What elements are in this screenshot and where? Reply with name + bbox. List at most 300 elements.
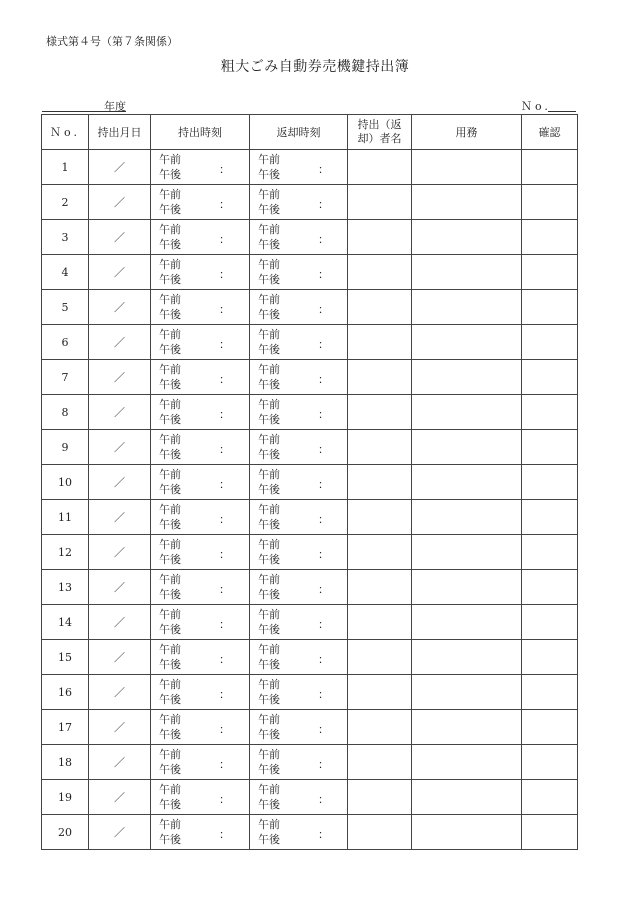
time-separator: ： (318, 268, 329, 281)
date-cell[interactable] (89, 605, 151, 640)
row-number: 1 (42, 150, 89, 185)
purpose-cell[interactable] (412, 675, 522, 710)
out-time-cell[interactable] (151, 360, 250, 395)
date-cell[interactable] (89, 395, 151, 430)
am-label: 午前 (258, 783, 280, 796)
confirm-cell[interactable] (522, 745, 578, 780)
return-time-cell[interactable] (250, 745, 348, 780)
am-label: 午前 (159, 258, 181, 271)
date-separator: ／ (114, 511, 125, 524)
col-header-person-name-line2: 却）者名 (357, 132, 402, 145)
pm-label: 午後 (159, 168, 181, 181)
return-time-cell[interactable] (250, 430, 348, 465)
person-name-cell[interactable] (348, 780, 412, 815)
table-row (42, 745, 578, 780)
purpose-cell[interactable] (412, 605, 522, 640)
time-separator: ： (318, 583, 329, 596)
row-number: 6 (42, 325, 89, 360)
col-header-person-name (348, 115, 412, 150)
row-number: 2 (42, 185, 89, 220)
pm-label: 午後 (258, 518, 280, 531)
return-time-cell[interactable] (250, 815, 348, 850)
row-number: 16 (42, 675, 89, 710)
am-label: 午前 (159, 363, 181, 376)
pm-label: 午後 (159, 378, 181, 391)
date-separator: ／ (114, 616, 125, 629)
purpose-cell[interactable] (412, 185, 522, 220)
table-row (42, 290, 578, 325)
confirm-cell[interactable] (522, 640, 578, 675)
am-label: 午前 (159, 608, 181, 621)
return-time-cell[interactable] (250, 360, 348, 395)
table-row (42, 780, 578, 815)
number-blank-line (548, 98, 576, 112)
time-separator: ： (318, 793, 329, 806)
pm-label: 午後 (258, 623, 280, 636)
date-separator: ／ (114, 756, 125, 769)
date-cell[interactable] (89, 570, 151, 605)
out-time-cell[interactable] (151, 710, 250, 745)
date-cell[interactable] (89, 710, 151, 745)
date-cell[interactable] (89, 360, 151, 395)
out-time-cell[interactable] (151, 325, 250, 360)
table-row (42, 255, 578, 290)
purpose-cell[interactable] (412, 710, 522, 745)
am-label: 午前 (159, 713, 181, 726)
person-name-cell[interactable] (348, 430, 412, 465)
date-separator: ／ (114, 371, 125, 384)
confirm-cell[interactable] (522, 325, 578, 360)
confirm-cell[interactable] (522, 605, 578, 640)
col-header-purpose: 用務 (412, 115, 522, 150)
document-title: 粗大ごみ自動券売機鍵持出簿 (220, 59, 410, 75)
confirm-cell[interactable] (522, 500, 578, 535)
date-separator: ／ (114, 161, 125, 174)
pm-label: 午後 (258, 833, 280, 846)
return-time-cell[interactable] (250, 255, 348, 290)
am-label: 午前 (159, 748, 181, 761)
am-label: 午前 (258, 328, 280, 341)
confirm-cell[interactable] (522, 290, 578, 325)
pm-label: 午後 (258, 658, 280, 671)
am-label: 午前 (258, 398, 280, 411)
pm-label: 午後 (159, 518, 181, 531)
out-time-cell[interactable] (151, 500, 250, 535)
table-row (42, 220, 578, 255)
purpose-cell[interactable] (412, 325, 522, 360)
confirm-cell[interactable] (522, 710, 578, 745)
col-header-no: Ｎo. (42, 115, 89, 150)
pm-label: 午後 (159, 308, 181, 321)
pm-label: 午後 (258, 378, 280, 391)
date-cell[interactable] (89, 675, 151, 710)
year-label: 年度 (104, 100, 126, 113)
purpose-cell[interactable] (412, 815, 522, 850)
purpose-cell[interactable] (412, 745, 522, 780)
time-separator: ： (219, 373, 230, 386)
row-number: 15 (42, 640, 89, 675)
date-separator: ／ (114, 651, 125, 664)
out-time-cell[interactable] (151, 780, 250, 815)
person-name-cell[interactable] (348, 675, 412, 710)
return-time-cell[interactable] (250, 780, 348, 815)
person-name-cell[interactable] (348, 465, 412, 500)
am-label: 午前 (159, 573, 181, 586)
am-label: 午前 (159, 643, 181, 656)
out-time-cell[interactable] (151, 815, 250, 850)
pm-label: 午後 (159, 658, 181, 671)
time-separator: ： (318, 338, 329, 351)
person-name-cell[interactable] (348, 150, 412, 185)
date-cell[interactable] (89, 535, 151, 570)
time-separator: ： (219, 268, 230, 281)
row-number: 12 (42, 535, 89, 570)
date-cell[interactable] (89, 220, 151, 255)
return-time-cell[interactable] (250, 395, 348, 430)
out-time-cell[interactable] (151, 535, 250, 570)
confirm-cell[interactable] (522, 535, 578, 570)
table-row (42, 465, 578, 500)
date-separator: ／ (114, 301, 125, 314)
table-row (42, 570, 578, 605)
return-time-cell[interactable] (250, 570, 348, 605)
am-label: 午前 (258, 748, 280, 761)
out-time-cell[interactable] (151, 675, 250, 710)
date-cell[interactable] (89, 185, 151, 220)
pm-label: 午後 (258, 588, 280, 601)
pm-label: 午後 (159, 798, 181, 811)
am-label: 午前 (159, 678, 181, 691)
out-time-cell[interactable] (151, 640, 250, 675)
pm-label: 午後 (159, 273, 181, 286)
table-row (42, 395, 578, 430)
pm-label: 午後 (159, 448, 181, 461)
row-number: 13 (42, 570, 89, 605)
col-header-confirm: 確認 (522, 115, 578, 150)
confirm-cell[interactable] (522, 185, 578, 220)
purpose-cell[interactable] (412, 780, 522, 815)
pm-label: 午後 (258, 308, 280, 321)
confirm-cell[interactable] (522, 220, 578, 255)
confirm-cell[interactable] (522, 430, 578, 465)
person-name-cell[interactable] (348, 290, 412, 325)
time-separator: ： (219, 793, 230, 806)
pm-label: 午後 (258, 798, 280, 811)
time-separator: ： (318, 303, 329, 316)
out-time-cell[interactable] (151, 605, 250, 640)
am-label: 午前 (258, 713, 280, 726)
out-time-cell[interactable] (151, 745, 250, 780)
person-name-cell[interactable] (348, 185, 412, 220)
return-time-cell[interactable] (250, 150, 348, 185)
pm-label: 午後 (159, 483, 181, 496)
pm-label: 午後 (258, 483, 280, 496)
confirm-cell[interactable] (522, 815, 578, 850)
row-number: 4 (42, 255, 89, 290)
date-cell[interactable] (89, 150, 151, 185)
out-time-cell[interactable] (151, 395, 250, 430)
pm-label: 午後 (159, 833, 181, 846)
row-number: 3 (42, 220, 89, 255)
am-label: 午前 (258, 608, 280, 621)
return-time-cell[interactable] (250, 535, 348, 570)
date-cell[interactable] (89, 815, 151, 850)
table-row (42, 815, 578, 850)
date-separator: ／ (114, 476, 125, 489)
time-separator: ： (219, 303, 230, 316)
confirm-cell[interactable] (522, 570, 578, 605)
time-separator: ： (219, 758, 230, 771)
time-separator: ： (318, 443, 329, 456)
time-separator: ： (318, 233, 329, 246)
am-label: 午前 (258, 363, 280, 376)
am-label: 午前 (159, 188, 181, 201)
table-row (42, 185, 578, 220)
purpose-cell[interactable] (412, 465, 522, 500)
pm-label: 午後 (159, 763, 181, 776)
row-number: 8 (42, 395, 89, 430)
am-label: 午前 (159, 293, 181, 306)
pm-label: 午後 (159, 553, 181, 566)
pm-label: 午後 (159, 588, 181, 601)
row-number: 9 (42, 430, 89, 465)
confirm-cell[interactable] (522, 255, 578, 290)
purpose-cell[interactable] (412, 570, 522, 605)
person-name-cell[interactable] (348, 360, 412, 395)
table-row (42, 710, 578, 745)
pm-label: 午後 (159, 203, 181, 216)
pm-label: 午後 (159, 728, 181, 741)
header-row (42, 115, 578, 150)
date-separator: ／ (114, 546, 125, 559)
out-time-cell[interactable] (151, 465, 250, 500)
table-row (42, 325, 578, 360)
time-separator: ： (318, 513, 329, 526)
am-label: 午前 (258, 818, 280, 831)
purpose-cell[interactable] (412, 255, 522, 290)
time-separator: ： (318, 373, 329, 386)
time-separator: ： (219, 548, 230, 561)
am-label: 午前 (159, 818, 181, 831)
date-cell[interactable] (89, 780, 151, 815)
purpose-cell[interactable] (412, 395, 522, 430)
date-cell[interactable] (89, 290, 151, 325)
pm-label: 午後 (258, 238, 280, 251)
out-time-cell[interactable] (151, 185, 250, 220)
purpose-cell[interactable] (412, 360, 522, 395)
person-name-cell[interactable] (348, 395, 412, 430)
time-separator: ： (318, 618, 329, 631)
am-label: 午前 (258, 468, 280, 481)
table-row (42, 150, 578, 185)
return-time-cell[interactable] (250, 500, 348, 535)
date-cell[interactable] (89, 745, 151, 780)
confirm-cell[interactable] (522, 150, 578, 185)
pm-label: 午後 (159, 238, 181, 251)
person-name-cell[interactable] (348, 500, 412, 535)
out-time-cell[interactable] (151, 150, 250, 185)
date-separator: ／ (114, 231, 125, 244)
time-separator: ： (219, 583, 230, 596)
date-separator: ／ (114, 336, 125, 349)
row-number: 5 (42, 290, 89, 325)
row-number: 7 (42, 360, 89, 395)
out-time-cell[interactable] (151, 255, 250, 290)
out-time-cell[interactable] (151, 290, 250, 325)
date-separator: ／ (114, 686, 125, 699)
date-cell[interactable] (89, 325, 151, 360)
time-separator: ： (318, 548, 329, 561)
am-label: 午前 (159, 503, 181, 516)
am-label: 午前 (258, 678, 280, 691)
date-cell[interactable] (89, 465, 151, 500)
pm-label: 午後 (258, 553, 280, 566)
col-header-person-name-line1: 持出（返 (357, 118, 402, 131)
date-cell[interactable] (89, 640, 151, 675)
pm-label: 午後 (159, 693, 181, 706)
confirm-cell[interactable] (522, 360, 578, 395)
time-separator: ： (318, 163, 329, 176)
person-name-cell[interactable] (348, 605, 412, 640)
date-separator: ／ (114, 441, 125, 454)
return-time-cell[interactable] (250, 185, 348, 220)
pm-label: 午後 (258, 168, 280, 181)
person-name-cell[interactable] (348, 535, 412, 570)
pm-label: 午後 (258, 763, 280, 776)
pm-label: 午後 (159, 413, 181, 426)
row-number: 11 (42, 500, 89, 535)
am-label: 午前 (258, 538, 280, 551)
purpose-cell[interactable] (412, 290, 522, 325)
return-time-cell[interactable] (250, 465, 348, 500)
col-header-return-time: 返却時刻 (250, 115, 348, 150)
return-time-cell[interactable] (250, 675, 348, 710)
date-separator: ／ (114, 791, 125, 804)
time-separator: ： (318, 198, 329, 211)
time-separator: ： (219, 688, 230, 701)
person-name-cell[interactable] (348, 325, 412, 360)
pm-label: 午後 (258, 273, 280, 286)
pm-label: 午後 (258, 343, 280, 356)
confirm-cell[interactable] (522, 395, 578, 430)
person-name-cell[interactable] (348, 745, 412, 780)
am-label: 午前 (159, 433, 181, 446)
date-separator: ／ (114, 266, 125, 279)
time-separator: ： (219, 478, 230, 491)
return-time-cell[interactable] (250, 220, 348, 255)
date-cell[interactable] (89, 500, 151, 535)
time-separator: ： (219, 338, 230, 351)
return-time-cell[interactable] (250, 605, 348, 640)
am-label: 午前 (258, 223, 280, 236)
key-checkout-ledger-table (41, 114, 578, 850)
time-separator: ： (219, 828, 230, 841)
date-separator: ／ (114, 721, 125, 734)
pm-label: 午後 (159, 623, 181, 636)
row-number: 14 (42, 605, 89, 640)
purpose-cell[interactable] (412, 430, 522, 465)
am-label: 午前 (159, 783, 181, 796)
return-time-cell[interactable] (250, 710, 348, 745)
am-label: 午前 (258, 433, 280, 446)
time-separator: ： (318, 688, 329, 701)
confirm-cell[interactable] (522, 465, 578, 500)
time-separator: ： (219, 653, 230, 666)
row-number: 17 (42, 710, 89, 745)
col-header-date: 持出月日 (89, 115, 151, 150)
date-cell[interactable] (89, 430, 151, 465)
return-time-cell[interactable] (250, 640, 348, 675)
person-name-cell[interactable] (348, 255, 412, 290)
pm-label: 午後 (258, 448, 280, 461)
time-separator: ： (219, 618, 230, 631)
am-label: 午前 (258, 258, 280, 271)
out-time-cell[interactable] (151, 570, 250, 605)
time-separator: ： (318, 408, 329, 421)
date-cell[interactable] (89, 255, 151, 290)
time-separator: ： (219, 443, 230, 456)
purpose-cell[interactable] (412, 150, 522, 185)
time-separator: ： (219, 233, 230, 246)
row-number: 18 (42, 745, 89, 780)
pm-label: 午後 (159, 343, 181, 356)
person-name-cell[interactable] (348, 220, 412, 255)
date-separator: ／ (114, 196, 125, 209)
am-label: 午前 (159, 153, 181, 166)
return-time-cell[interactable] (250, 325, 348, 360)
time-separator: ： (318, 758, 329, 771)
purpose-cell[interactable] (412, 500, 522, 535)
date-separator: ／ (114, 826, 125, 839)
out-time-cell[interactable] (151, 430, 250, 465)
person-name-cell[interactable] (348, 640, 412, 675)
return-time-cell[interactable] (250, 290, 348, 325)
confirm-cell[interactable] (522, 675, 578, 710)
time-separator: ： (318, 828, 329, 841)
table-row (42, 640, 578, 675)
purpose-cell[interactable] (412, 640, 522, 675)
am-label: 午前 (159, 398, 181, 411)
purpose-cell[interactable] (412, 535, 522, 570)
col-header-out-time: 持出時刻 (151, 115, 250, 150)
out-time-cell[interactable] (151, 220, 250, 255)
number-label: Ｎo. (521, 100, 551, 113)
am-label: 午前 (258, 643, 280, 656)
am-label: 午前 (258, 573, 280, 586)
pm-label: 午後 (258, 203, 280, 216)
row-number: 20 (42, 815, 89, 850)
time-separator: ： (219, 723, 230, 736)
time-separator: ： (219, 513, 230, 526)
person-name-cell[interactable] (348, 815, 412, 850)
table-row (42, 675, 578, 710)
am-label: 午前 (258, 153, 280, 166)
am-label: 午前 (258, 293, 280, 306)
date-separator: ／ (114, 581, 125, 594)
purpose-cell[interactable] (412, 220, 522, 255)
am-label: 午前 (258, 503, 280, 516)
pm-label: 午後 (258, 413, 280, 426)
person-name-cell[interactable] (348, 570, 412, 605)
time-separator: ： (219, 198, 230, 211)
confirm-cell[interactable] (522, 780, 578, 815)
pm-label: 午後 (258, 728, 280, 741)
am-label: 午前 (159, 468, 181, 481)
person-name-cell[interactable] (348, 710, 412, 745)
am-label: 午前 (258, 188, 280, 201)
table-row (42, 535, 578, 570)
time-separator: ： (318, 653, 329, 666)
